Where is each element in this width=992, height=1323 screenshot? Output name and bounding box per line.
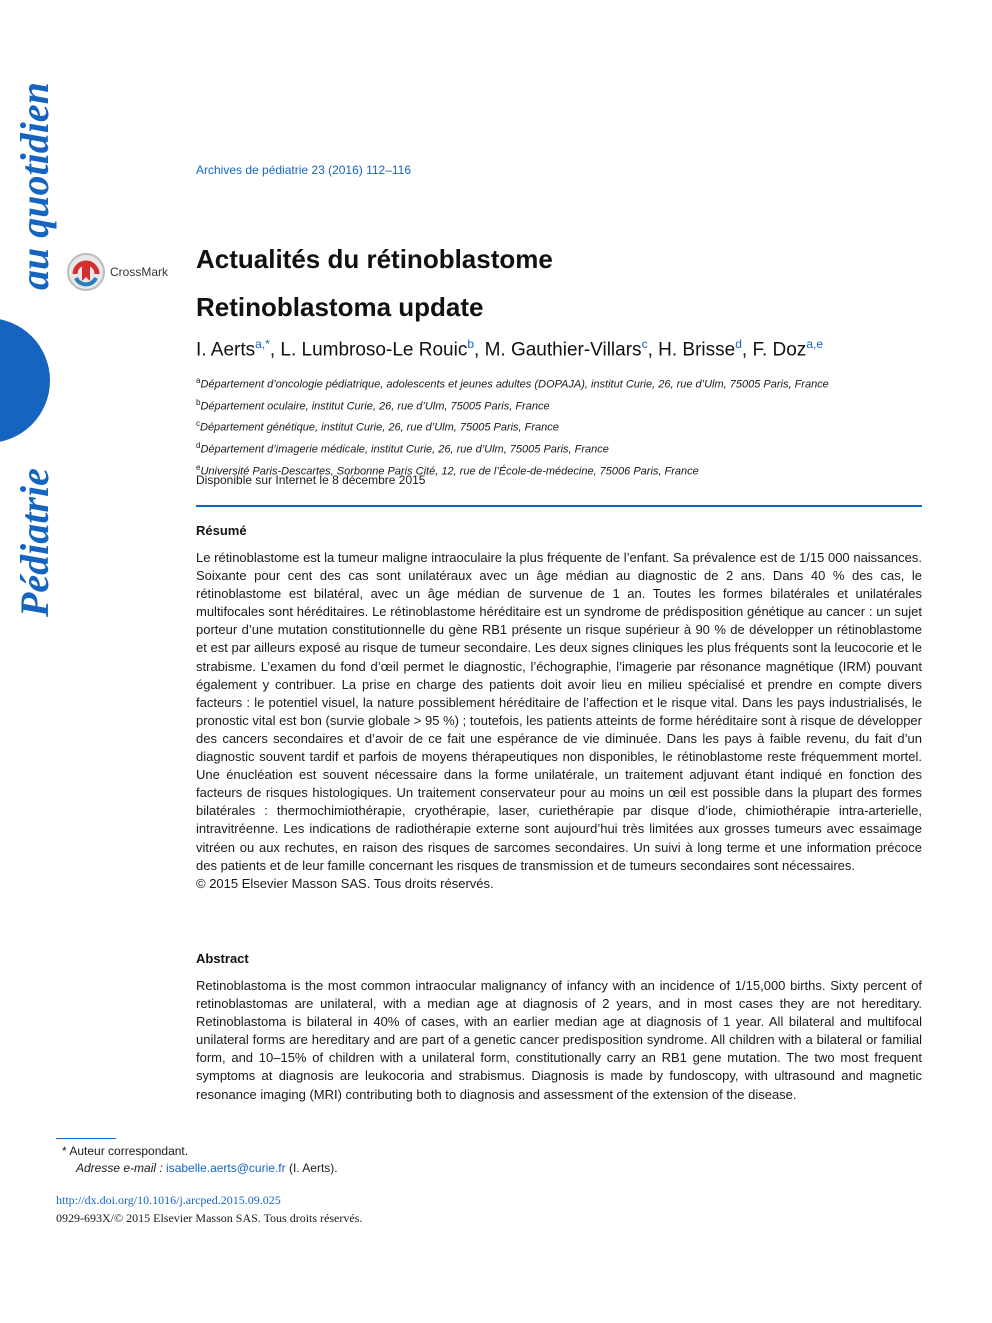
affiliation-key: a	[196, 376, 201, 385]
crossmark-badge[interactable]	[66, 252, 168, 292]
author-separator: ,	[269, 339, 281, 361]
author-affil-ref[interactable]: b	[467, 337, 475, 351]
author-list	[196, 337, 823, 361]
issn-copyright: 0929-693X/© 2015 Elsevier Masson SAS. Tous droits réservés.	[56, 1211, 363, 1225]
email-link[interactable]: isabelle.aerts@curie.fr	[166, 1161, 286, 1175]
author-separator: ,	[474, 339, 485, 361]
affiliation-key: b	[196, 397, 201, 407]
resume-copyright: © 2015 Elsevier Masson SAS. Tous droits réservés.	[196, 875, 494, 891]
resume-text: Le rétinoblastome est la tumeur maligne intraoculaire la plus fréquente de l’enfant. Sa prévalence est de 1/15 000 naissances. Soixante pour cent des cas sont unilatéraux avec un âge médian au diagnostic de 2 ans. Dans 40 % des cas, le rétinoblastome est bilatéral, avec un âge médian de survenue de 1 an. Toutes les formes bilatérales et unilatérales multifocales sont héréditaires. Le rétinoblastome héréditaire est un syndrome de prédisposition génétique au cancer : un sujet porteur d’une mutation constitutionnelle du gène RB1 présente un risque supérieur à 90 % de développer un rétinoblastome et est par ailleurs exposé au risque de tumeur secondaire. Les deux signes cliniques les plus fréquents sont la leucocorie et le strabisme. L’examen du fond d’œil permet le diagnostic, l’échographie, l’imagerie par résonance magnétique (IRM) pouvant également y contribuer. La prise en charge des patients doit avoir lieu en milieu spécialisé et prendre en compte divers facteurs : le potentiel visuel, la nature possiblement héréditaire de l’affection et le risque vital. Dans les pays industrialisés, le pronostic vital est bon (survie globale > 95 %) ; toutefois, les patients atteints de forme héréditaire sont à risque de développer des cancers secondaires et d’avoir de ce fait une espérance de vie diminuée. Dans les pays à faible revenu, du fait d’un diagnostic souvent tardif et parfois de moyens thérapeutiques non disponibles, le rétinoblastome reste fréquemment mortel. Une énucléation est souvent nécessaire dans la forme unilatérale, un traitement adjuvant étant indiqué en fonction des facteurs de risques histologiques. Un traitement conservateur pour au moins un œil est possible dans la plupart des formes bilatérales : thermochimiothérapie, cryothérapie, laser, curiethérapie par disque d’iode, chimiothérapie intra-arterielle, intravitréenne. Les indications de radiothérapie externe sont aujourd’hui très limitées aux grosses tumeurs avec essaimage vitréen ou aux rechutes, en raison des risques de sarcomes secondaires. Un suivi à long terme et une information précoce des patients et de leur famille concernant les risques de transmission et de tumeurs secondaires sont nécessaires.	[196, 550, 922, 873]
affiliation-text: Département d’imagerie médicale, institut Curie, 26, rue d’Ulm, 75005 Paris, France	[200, 443, 609, 456]
available-online-date: Disponible sur Internet le 8 décembre 2015	[196, 473, 426, 487]
affiliation-item	[196, 415, 926, 437]
affiliation-list	[196, 372, 926, 480]
affiliation-text: Département génétique, institut Curie, 26, rue d’Ulm, 75005 Paris, France	[200, 421, 559, 434]
doi-link[interactable]: http://dx.doi.org/10.1016/j.arcped.2015.09.025	[56, 1193, 281, 1207]
crossmark-label: CrossMark	[110, 265, 169, 279]
affiliation-item	[196, 372, 926, 394]
corresponding-author-note: * Auteur correspondant.	[62, 1144, 189, 1158]
email-label: Adresse e-mail :	[76, 1161, 163, 1175]
resume-body	[196, 549, 922, 893]
author-name: F. Doz	[752, 339, 807, 361]
affiliation-item	[196, 437, 926, 459]
footnote-divider	[56, 1138, 116, 1139]
section-band	[0, 0, 60, 700]
affiliation-text: Département oculaire, institut Curie, 26, rue d’Ulm, 75005 Paris, France	[200, 400, 550, 413]
crossmark-icon	[66, 252, 106, 292]
author-name: H. Brisse	[658, 339, 736, 361]
email-note	[76, 1161, 338, 1175]
affiliation-key: d	[196, 440, 201, 450]
title-english: Retinoblastoma update	[196, 292, 484, 322]
abstract-text: Retinoblastoma is the most common intraocular malignancy of infancy with an incidence of 1/15,000 births. Sixty percent of retinoblastomas are unilateral, with a median age at diagnosis of 2 years, and in most cases they are not hereditary. Retinoblastoma is bilateral in 40% of cases, with an earlier median age at diagnosis of 1 year. All bilateral and multifocal unilateral forms are hereditary and are part of a genetic cancer predisposition syndrome. All children with a bilateral or familial form, and 10–15% of children with a unilateral form, constitutionally carry an RB1 gene mutation. The two most frequent symptoms at diagnosis are leukocoria and strabismus. Diagnosis is made by fundoscopy, with ultrasound and magnetic resonance imaging (MRI) contributing both to diagnosis and assessment of the extension of the disease.	[196, 978, 922, 1102]
section-label-top: au quotidien	[12, 82, 57, 290]
affiliation-key: c	[196, 419, 200, 429]
title-french: Actualités du rétinoblastome	[196, 244, 553, 274]
section-dot	[0, 318, 50, 443]
section-label-bottom: Pédiatrie	[12, 468, 57, 617]
author-affil-ref[interactable]: a,e	[806, 337, 823, 351]
abstract-heading: Abstract	[196, 951, 249, 966]
affiliation-text: Université Paris-Descartes, Sorbonne Paris Cité, 12, rue de l’École-de-médecine, 75006 Paris, France	[200, 465, 699, 478]
author-affil-ref[interactable]: d	[735, 337, 742, 351]
author-affil-ref[interactable]: c	[641, 337, 648, 351]
author-separator: ,	[741, 339, 753, 361]
author-separator: ,	[647, 339, 659, 361]
author-affil-ref[interactable]: a,*	[255, 337, 270, 351]
affiliation-text: Département d’oncologie pédiatrique, adolescents et jeunes adultes (DOPAJA), institut Curie, 26, rue d’Ulm, 75005 Paris, France	[200, 378, 829, 391]
header-divider	[196, 505, 922, 507]
author-name: M. Gauthier-Villars	[484, 339, 642, 361]
author-name: I. Aerts	[196, 339, 256, 361]
abstract-body	[196, 977, 922, 1104]
journal-reference[interactable]: Archives de pédiatrie 23 (2016) 112–116	[196, 163, 412, 177]
affiliation-key: e	[196, 462, 201, 472]
email-suffix: (I. Aerts).	[288, 1161, 338, 1175]
resume-heading: Résumé	[196, 523, 247, 538]
affiliation-item	[196, 394, 926, 416]
author-name: L. Lumbroso-Le Rouic	[280, 339, 468, 361]
